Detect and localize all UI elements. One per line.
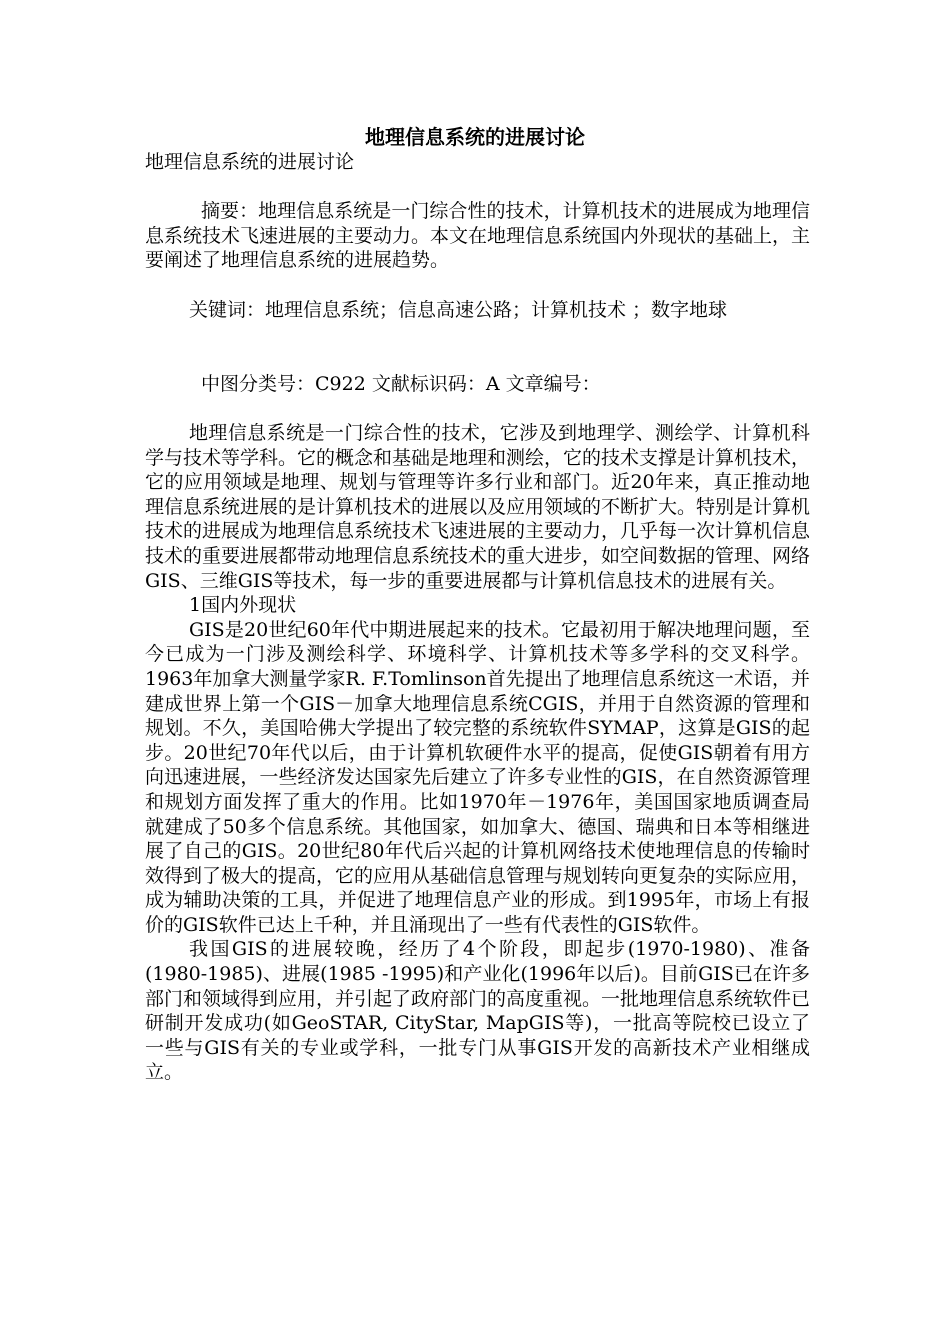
classification-block bbox=[145, 372, 810, 397]
intro-paragraph: 地理信息系统是一门综合性的技术，它涉及到地理学、测绘学、计算机科学与技术等学科。它的概念和基础是地理和测绘，它的技术支撑是计算机技术，它的应用领域是地理、规划与管理等许多行业和部门。近20年来，真正推动地理信息系统进展的是计算机技术的进展以及应用领域的不断扩大。特别是计算机技术的进展成为地理信息系统技术飞速进展的主要动力，几乎每一次计算机信息技术的重要进展都带动地理信息系统技术的重大进步，如空间数据的管理、网络GIS、三维GIS等技术，每一步的重要进展都与计算机信息技术的进展有关。 bbox=[145, 422, 811, 592]
classification-text: 中图分类号：C922 文献标识码：A 文章编号： bbox=[201, 373, 601, 395]
body-text bbox=[145, 421, 810, 1085]
document-subtitle bbox=[145, 150, 810, 175]
section1-paragraph-2: 我国GIS的进展较晚，经历了4个阶段，即起步(1970-1980)、准备(1980-1985)、进展(1985 -1995)和产业化(1996年以后)。目前GIS已在许多部门和领域得到应用，并引起了政府部门的高度重视。一批地理信息系统软件已研制开发成功(如GeoSTAR, CityStar, MapGIS等)，一批高等院校已设立了一些与GIS有关的专业或学科，一批专门从事GIS开发的高新技术产业相继成立。 bbox=[145, 938, 811, 1084]
section-heading: 1国内外现状 bbox=[189, 594, 297, 617]
subtitle-text: 地理信息系统的进展讨论 bbox=[145, 151, 355, 173]
document-title: 地理信息系统的进展讨论 bbox=[365, 125, 585, 149]
abstract-text: 摘要：地理信息系统是一门综合性的技术，计算机技术的进展成为地理信息系统技术飞速进展的主要动力。本文在地理信息系统国内外现状的基础上，主要阐述了地理信息系统的进展趋势。 bbox=[145, 200, 811, 272]
section1-paragraph-1: GIS是20世纪60年代中期进展起来的技术。它最初用于解决地理问题，至今已成为一门涉及测绘科学、环境科学、计算机技术等多学科的交叉科学。1963年加拿大测量学家R. F.Tomlinson首先提出了地理信息系统这一术语，并建成世界上第一个GIS－加拿大地理信息系统CGIS，并用于自然资源的管理和规划。不久，美国哈佛大学提出了较完整的系统软件SYMAP，这算是GIS的起步。20世纪70年代以后，由于计算机软硬件水平的提高，促使GIS朝着有用方向迅速进展，一些经济发达国家先后建立了许多专业性的GIS，在自然资源管理和规划方面发挥了重大的作用。比如1970年－1976年，美国国家地质调查局就建成了50多个信息系统。其他国家，如加拿大、德国、瑞典和日本等相继进展了自己的GIS。20世纪80年代后兴起的计算机网络技术使地理信息的传输时效得到了极大的提高，它的应用从基础信息管理与规划转向更复杂的实际应用，成为辅助决策的工具，并促进了地理信息产业的形成。到1995年，市场上有报价的GIS软件已达上千种，并且涌现出了一些有代表性的GIS软件。 bbox=[145, 618, 811, 936]
keywords-block bbox=[145, 298, 810, 323]
keywords-text: 关键词：地理信息系统；信息高速公路；计算机技术 ；数字地球 bbox=[189, 299, 728, 321]
abstract-block bbox=[145, 199, 810, 273]
